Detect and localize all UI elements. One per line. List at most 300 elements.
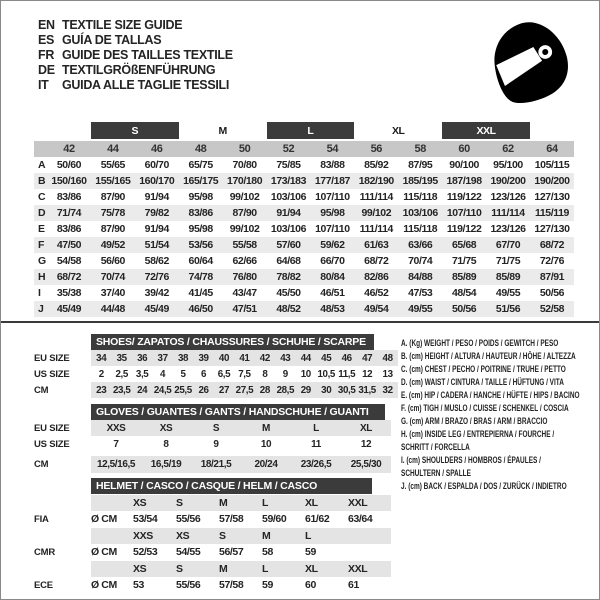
row-cells	[91, 495, 391, 511]
size-value-cell: 49/52	[100, 239, 125, 251]
size-value-cell: 47/51	[232, 303, 257, 315]
size-value-cell: 78/82	[276, 271, 301, 283]
size-cell: 36	[137, 352, 148, 364]
size-cell: 47	[362, 352, 373, 364]
size-value-cell: 83/86	[188, 207, 213, 219]
size-value-cell: 185/195	[402, 175, 438, 187]
size-table-row	[34, 237, 574, 253]
size-value-cell: 49/55	[495, 287, 521, 299]
legend-line: H. (cm) INSIDE LEG / ENTREPIERNA / FOURCHE /	[401, 429, 555, 439]
size-cell: 6,5	[217, 368, 231, 380]
racing-helmet-icon	[487, 15, 573, 109]
row-cells	[91, 350, 398, 366]
helmet-size-cell: M	[219, 496, 228, 509]
size-cell: 41	[239, 352, 250, 364]
size-table-row	[34, 253, 574, 269]
helmet-size-cell: S	[176, 496, 183, 509]
row-cells	[91, 544, 391, 560]
size-cell: 10	[260, 438, 272, 450]
size-value-cell: 91/94	[276, 207, 301, 219]
size-value-cell: 123/126	[490, 191, 526, 203]
size-column-header: 50	[223, 140, 267, 157]
size-value-cell: 46/51	[320, 287, 345, 299]
helmet-size-cell: XXL	[348, 562, 368, 575]
helmet-size-table	[34, 478, 391, 593]
legend-line: E. (cm) HIP / CADERA / HANCHE / HÜFTE / HIPS / BACINO	[401, 390, 580, 400]
size-cell: 27,5	[235, 384, 254, 396]
size-row-label: A	[38, 159, 46, 171]
helmet-standard-label: CMR	[34, 546, 56, 558]
size-cell: 40	[218, 352, 229, 364]
size-cell: 10,5	[317, 368, 335, 380]
helmet-value-cell: 56/57	[219, 546, 244, 558]
helmet-standard-label: FIA	[34, 513, 49, 525]
size-cell: 10	[300, 368, 311, 380]
helmet-value-cell: 59	[262, 579, 273, 591]
helmet-value-cell: 52/53	[133, 546, 158, 558]
size-table-row	[34, 301, 574, 317]
size-value-cell: 119/122	[446, 191, 482, 203]
size-table-row	[34, 269, 574, 285]
size-strip-row	[34, 420, 391, 436]
size-group-bar: L	[267, 122, 355, 140]
size-value-cell: 190/200	[490, 175, 526, 187]
corner-spacer	[34, 122, 47, 140]
helmet-value-cell: 53/54	[133, 513, 158, 525]
helmet-value-cell: 59/60	[262, 513, 287, 525]
row-label: CM	[34, 459, 49, 470]
language-row	[38, 17, 233, 32]
size-value-cell: 83/88	[320, 159, 345, 171]
size-value-cell: 91/94	[144, 223, 169, 235]
helmet-size-cell: XS	[133, 496, 147, 509]
size-value-cell: 82/86	[364, 271, 389, 283]
helmet-value-cell: 54/55	[176, 546, 201, 558]
helmet-table-rows	[34, 495, 391, 594]
size-cell: 11,5	[338, 368, 356, 380]
size-value-cell: 48/52	[276, 303, 301, 315]
size-value-cell: 53/56	[188, 239, 213, 251]
size-cell: 9	[282, 368, 288, 380]
helmet-size-cell: M	[219, 562, 228, 575]
helmet-size-cell: XL	[305, 496, 318, 509]
size-value-cell: 155/165	[95, 175, 131, 187]
size-cell: XS	[159, 422, 173, 434]
row-cells	[91, 436, 391, 452]
size-cell: 12	[360, 438, 372, 450]
size-value-cell: 95/98	[320, 207, 345, 219]
language-title: GUIDA ALLE TAGLIE TESSILI	[62, 77, 230, 92]
size-row-label: I	[38, 287, 41, 299]
language-title-list	[38, 17, 233, 92]
size-value-cell: 70/74	[100, 271, 125, 283]
language-code: DE	[38, 62, 55, 77]
size-group-bar: XXL	[442, 122, 530, 140]
size-value-cell: 111/114	[359, 191, 393, 203]
size-value-cell: 43/47	[232, 287, 257, 299]
size-value-cell: 127/130	[534, 223, 570, 235]
size-value-cell: 83/86	[56, 223, 82, 235]
size-value-cell: 54/58	[56, 255, 82, 267]
size-cell: 24,5	[153, 384, 172, 396]
size-value-cell: 103/106	[270, 223, 307, 235]
helmet-size-cell: L	[262, 496, 269, 509]
size-row-label: B	[38, 175, 46, 187]
size-value-cell: 111/114	[359, 223, 393, 235]
size-group-label: XL	[354, 122, 442, 140]
size-value-cell: 74/78	[188, 271, 213, 283]
size-cell: 4	[160, 368, 166, 380]
size-cell: 20/24	[254, 459, 278, 470]
size-value-cell: 76/80	[232, 271, 257, 283]
legend-line: D. (cm) WAIST / CINTURA / TAILLE / HÜFTUNG / VITA	[401, 377, 564, 387]
row-label: CM	[34, 384, 49, 396]
corner-spacer	[34, 140, 47, 157]
helmet-value-cell: 57/58	[219, 513, 244, 525]
measurement-legend	[401, 337, 597, 493]
size-value-cell: 71/75	[495, 255, 521, 267]
size-column-header: 46	[135, 140, 179, 157]
helmet-table-title: HELMET / CASCO / CASQUE / HELM / CASCO	[96, 480, 318, 492]
size-cell: 30,5	[337, 384, 356, 396]
size-row-label: C	[38, 191, 46, 203]
size-column-header: 48	[179, 140, 223, 157]
language-title: GUIDE DES TAILLES TEXTILE	[62, 47, 233, 62]
size-column-header-row	[34, 140, 574, 157]
language-code: IT	[38, 77, 49, 92]
helmet-size-cell: L	[262, 562, 269, 575]
helmet-sizes-row	[34, 561, 391, 577]
size-value-cell: 85/89	[451, 271, 477, 283]
size-column-header: 64	[530, 140, 574, 157]
size-cell: 44	[300, 352, 311, 364]
legend-line: A. (Kg) WEIGHT / PESO / POIDS / GEWITCH / PESO	[401, 338, 559, 348]
size-value-cell: 72/76	[144, 271, 169, 283]
size-cell: 25,5/30	[350, 459, 382, 470]
size-value-cell: 187/198	[446, 175, 482, 187]
size-value-cell: 75/85	[276, 159, 301, 171]
legend-line: F. (cm) TIGH / MUSLO / CUISSE / SCHENKEL / COSCIA	[401, 403, 569, 413]
size-cell: 7	[113, 438, 119, 450]
size-value-cell: 87/95	[408, 159, 433, 171]
size-cell: 2	[98, 368, 104, 380]
shoes-table-title-bar	[91, 334, 374, 350]
size-cell: 35	[116, 352, 127, 364]
shoes-table-rows	[34, 350, 398, 398]
size-value-cell: 87/90	[100, 191, 125, 203]
size-value-cell: 67/70	[495, 239, 521, 251]
size-value-cell: 68/72	[539, 239, 565, 251]
size-cell: 5	[180, 368, 186, 380]
size-value-cell: 75/78	[100, 207, 125, 219]
language-title: TEXTILE SIZE GUIDE	[62, 17, 183, 32]
size-value-cell: 103/106	[270, 191, 307, 203]
size-value-cell: 165/175	[183, 175, 219, 187]
size-value-cell: 56/60	[100, 255, 125, 267]
size-value-cell: 60/70	[144, 159, 169, 171]
size-value-cell: 48/54	[451, 287, 477, 299]
helmet-size-cell: S	[176, 562, 183, 575]
size-table-row	[34, 173, 574, 189]
size-value-cell: 123/126	[490, 223, 526, 235]
size-value-cell: 72/76	[539, 255, 565, 267]
size-value-cell: 177/187	[314, 175, 350, 187]
size-value-cell: 65/68	[451, 239, 477, 251]
size-value-cell: 170/180	[227, 175, 263, 187]
helmet-unit-cell: Ø CM	[91, 513, 117, 525]
size-value-cell: 95/100	[493, 159, 523, 171]
size-column-header: 58	[398, 140, 442, 157]
helmet-size-cell: XS	[176, 529, 190, 542]
size-cell: 46	[341, 352, 352, 364]
size-cell: L	[313, 422, 319, 434]
size-group-row	[34, 122, 574, 140]
language-code: FR	[38, 47, 55, 62]
row-label	[34, 561, 91, 577]
size-value-cell: 70/80	[232, 159, 257, 171]
size-value-cell: 47/53	[408, 287, 433, 299]
helmet-value-cell: 53	[133, 579, 144, 591]
size-cell: 25,5	[174, 384, 192, 396]
helmet-unit-cell: Ø CM	[91, 546, 117, 558]
row-label: US SIZE	[34, 368, 70, 380]
size-value-cell: 45/50	[276, 287, 301, 299]
size-value-cell: 71/74	[56, 207, 82, 219]
language-row	[38, 62, 233, 77]
legend-line: J. (cm) BACK / ESPALDA / DOS / ZURÜCK / INDIETRO	[401, 481, 567, 491]
size-value-cell: 59/62	[320, 239, 345, 251]
size-cell: 18/21,5	[200, 459, 232, 470]
size-value-cell: 68/72	[364, 255, 389, 267]
gloves-table-rows	[34, 420, 391, 473]
size-value-cell: 80/84	[320, 271, 345, 283]
legend-line: B. (cm) HEIGHT / ALTURA / HAUTEUR / HÖHE / ALTEZZA	[401, 351, 576, 361]
size-column-header: 56	[354, 140, 398, 157]
size-value-cell: 91/94	[144, 191, 169, 203]
helmet-size-cell: XS	[133, 562, 147, 575]
size-value-cell: 65/75	[188, 159, 213, 171]
size-value-cell: 45/49	[144, 303, 169, 315]
row-cells	[91, 577, 391, 593]
size-value-cell: 47/50	[56, 239, 82, 251]
size-strip-row	[34, 366, 398, 382]
size-cell: 27	[218, 384, 229, 396]
legend-line: SCHULTERN / SPALLE	[401, 468, 471, 478]
size-value-cell: 51/54	[144, 239, 169, 251]
helmet-value-cell: 59	[305, 546, 316, 558]
shoes-table-title: SHOES/ ZAPATOS / CHAUSSURES / SCHUHE / SCARPE	[96, 336, 366, 348]
size-value-cell: 35/38	[56, 287, 82, 299]
helmet-values-row	[34, 577, 391, 593]
size-row-label: D	[38, 207, 46, 219]
helmet-size-cell: M	[262, 529, 271, 542]
size-value-cell: 57/60	[276, 239, 301, 251]
section-divider	[1, 321, 599, 323]
size-value-cell: 55/58	[232, 239, 257, 251]
language-row	[38, 77, 233, 92]
size-value-cell: 51/56	[495, 303, 521, 315]
size-cell: 3,5	[135, 368, 149, 380]
size-value-cell: 115/118	[403, 223, 438, 235]
size-value-cell: 182/190	[358, 175, 394, 187]
size-table-row	[34, 221, 574, 237]
helmet-value-cell: 60	[305, 579, 316, 591]
size-group-label	[47, 122, 91, 140]
size-value-cell: 95/98	[188, 223, 213, 235]
size-value-cell: 85/92	[364, 159, 389, 171]
size-cell: 23,5	[112, 384, 131, 396]
size-value-cell: 44/48	[100, 303, 125, 315]
size-value-cell: 150/160	[51, 175, 87, 187]
size-value-cell: 127/130	[534, 191, 570, 203]
size-value-cell: 62/66	[232, 255, 257, 267]
size-column-header: 60	[442, 140, 486, 157]
size-value-cell: 90/100	[449, 159, 479, 171]
size-row-label: G	[38, 255, 46, 267]
size-table-row	[34, 205, 574, 221]
size-cell: 8	[262, 368, 268, 380]
size-cell: XL	[360, 422, 372, 434]
size-value-cell: 70/74	[408, 255, 433, 267]
size-value-cell: 55/65	[100, 159, 125, 171]
size-value-cell: 84/88	[408, 271, 433, 283]
size-strip-row	[34, 350, 398, 366]
size-cell: 28	[259, 384, 270, 396]
helmet-value-cell: 61/62	[305, 513, 330, 525]
size-value-cell: 99/102	[229, 191, 260, 203]
helmet-size-cell: S	[219, 529, 226, 542]
size-column-header: 62	[486, 140, 530, 157]
size-value-cell: 58/62	[144, 255, 169, 267]
helmet-standard-label: ECE	[34, 579, 53, 591]
size-cell: 32	[382, 384, 393, 396]
size-value-cell: 48/53	[320, 303, 345, 315]
row-cells	[91, 511, 391, 527]
helmet-size-cell: L	[305, 529, 312, 542]
helmet-value-cell: 63/64	[348, 513, 373, 525]
row-label: EU SIZE	[34, 352, 70, 364]
size-value-cell: 45/49	[56, 303, 82, 315]
size-value-cell: 71/75	[451, 255, 477, 267]
helmet-values-row	[34, 511, 391, 527]
size-value-cell: 63/66	[408, 239, 433, 251]
helmet-sizes-row	[34, 495, 391, 511]
language-code: EN	[38, 17, 55, 32]
size-cell: 45	[321, 352, 332, 364]
legend-line: I. (cm) SHOULDERS / HOMBROS / ÉPAULES /	[401, 455, 541, 465]
size-value-cell: 79/82	[144, 207, 169, 219]
size-group-bar: S	[91, 122, 179, 140]
size-table-row	[34, 285, 574, 301]
helmet-size-cell: XL	[305, 562, 318, 575]
size-table-row	[34, 157, 574, 173]
size-value-cell: 37/40	[100, 287, 125, 299]
size-value-cell: 68/72	[56, 271, 82, 283]
size-cell: XXS	[106, 422, 126, 434]
size-cell: 13	[382, 368, 393, 380]
size-cell: 8	[163, 438, 169, 450]
size-group-label: M	[179, 122, 267, 140]
size-value-cell: 173/183	[270, 175, 307, 187]
size-column-header: 42	[47, 140, 91, 157]
language-row	[38, 47, 233, 62]
row-label: EU SIZE	[34, 422, 70, 434]
size-cell: 24	[137, 384, 148, 396]
size-cell: S	[212, 422, 220, 434]
size-cell: 29	[300, 384, 311, 396]
size-value-cell: 87/90	[232, 207, 257, 219]
size-value-cell: 52/58	[539, 303, 565, 315]
size-value-cell: 49/54	[364, 303, 389, 315]
size-cell: 12	[362, 368, 373, 380]
row-label	[34, 528, 91, 544]
size-cell: 39	[198, 352, 209, 364]
size-value-cell: 87/91	[539, 271, 565, 283]
size-value-cell: 107/110	[315, 223, 350, 235]
row-cells	[91, 366, 398, 382]
legend-line: SCHRITT / FORCELLA	[401, 442, 470, 452]
size-cell: 23/26,5	[300, 459, 332, 470]
language-title: TEXTILGRÖßENFÜHRUNG	[62, 62, 216, 77]
size-column-header: 54	[310, 140, 354, 157]
helmet-size-cell: XXS	[133, 529, 153, 542]
helmet-value-cell: 55/56	[176, 579, 201, 591]
size-cell: 38	[177, 352, 189, 364]
size-value-cell: 119/122	[446, 223, 482, 235]
row-cells	[91, 561, 391, 577]
size-value-cell: 41/45	[188, 287, 213, 299]
gloves-table-title: GLOVES / GUANTES / GANTS / HANDSCHUHE / GUANTI	[96, 406, 369, 418]
size-value-cell: 83/86	[56, 191, 82, 203]
size-cell: 23	[96, 384, 107, 396]
size-cell: 42	[259, 352, 270, 364]
helmet-size-cell: XXL	[348, 496, 368, 509]
size-value-cell: 66/70	[320, 255, 345, 267]
size-cell: M	[262, 422, 270, 434]
row-label: US SIZE	[34, 438, 70, 450]
legend-line: C. (cm) CHEST / PECHO / POITRINE / TRUHE / PETTO	[401, 364, 566, 374]
size-cell: 34	[96, 352, 107, 364]
language-title: GUÍA DE TALLAS	[62, 32, 162, 47]
size-group-label	[530, 122, 574, 140]
helmet-value-cell: 58	[262, 546, 273, 558]
row-cells	[91, 456, 391, 473]
size-cell: 6	[200, 368, 207, 380]
size-row-label: J	[38, 303, 44, 315]
legend-line: G. (cm) ARM / BRAZO / BRAS / ARM / BRACCIO	[401, 416, 548, 426]
size-cell: 28,5	[276, 384, 295, 396]
size-table-body	[34, 157, 574, 317]
size-value-cell: 87/90	[100, 223, 125, 235]
gloves-table-title-bar	[91, 404, 385, 420]
size-value-cell: 115/119	[534, 207, 569, 219]
size-value-cell: 50/56	[451, 303, 477, 315]
row-cells	[91, 382, 398, 398]
size-value-cell: 103/106	[402, 207, 438, 219]
gloves-size-table	[34, 404, 391, 473]
size-value-cell: 50/56	[539, 287, 565, 299]
size-row-label: H	[38, 271, 46, 283]
size-row-label: F	[38, 239, 45, 251]
size-value-cell: 64/68	[276, 255, 301, 267]
shoes-size-table	[34, 334, 398, 398]
size-value-cell: 160/170	[139, 175, 175, 187]
size-value-cell: 111/114	[491, 207, 525, 219]
size-value-cell: 95/98	[188, 191, 213, 203]
size-value-cell: 85/89	[495, 271, 521, 283]
size-cell: 7,5	[238, 368, 251, 380]
size-cell: 9	[213, 438, 219, 450]
